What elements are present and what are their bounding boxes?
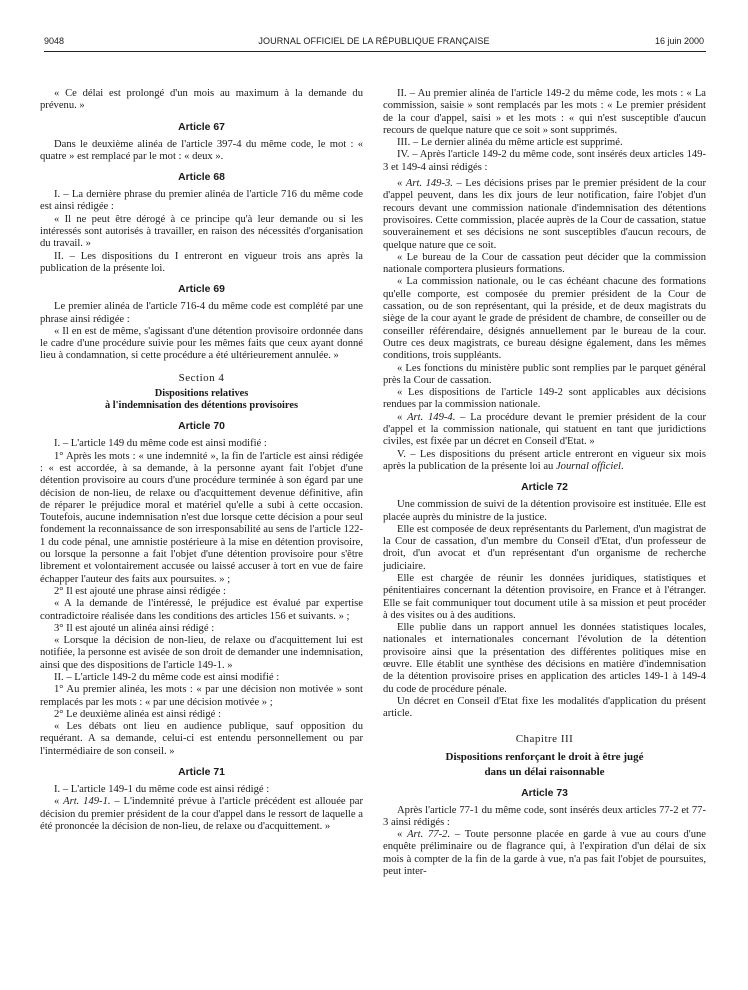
- paragraph: Elle publie dans un rapport annuel les données statistiques locales, nationales et internationales concernant l'évolution de la détention provisoire ainsi que la présentation des différentes politiques mise en œuvre. Elle établit une synthèse des décisions en matière d'indemnisation de la détention provisoire prises en application des articles 149-1 à 149-4 du code de procédure pénale.: [383, 622, 706, 695]
- chapter-heading: Chapitre III: [515, 732, 574, 745]
- paragraph-text: – L'indemnité prévue à l'article précédent est allouée par décision du premier président de la cour d'appel dans le ressort de laquelle a été prononcée la décision de non-lieu, de relaxe ou d'acquittement. »: [40, 796, 363, 832]
- paragraph: « Ce délai est prolongé d'un mois au maximum à la demande du prévenu. »: [40, 88, 363, 112]
- journal-reference: Journal officiel: [555, 460, 621, 472]
- chapter-subtitle: dans un délai raisonnable: [484, 765, 605, 778]
- paragraph: II. – Au premier alinéa de l'article 149-2 du même code, les mots : « La commission, saisie » sont remplacés par les mots : « Le premier président de la cour d'appel, saisi » et les mots : « qui n'est susceptible d'aucun recours de quelque nature que ce soit » sont supprimés.: [383, 88, 706, 136]
- publication-date: 16 juin 2000: [654, 36, 704, 46]
- article-heading: Article 70: [178, 421, 225, 433]
- paragraph: 2° Le deuxième alinéa est ainsi rédigé :: [54, 708, 221, 720]
- right-column: [383, 88, 706, 878]
- section-subtitle: à l'indemnisation des détentions provisoires: [104, 400, 299, 412]
- paragraph: 1° Au premier alinéa, les mots : « par une décision non motivée » sont remplacés par les mots : « par une décision motivée » ;: [40, 684, 363, 708]
- paragraph: [383, 449, 706, 474]
- paragraph: [40, 796, 363, 833]
- journal-title: JOURNAL OFFICIEL DE LA RÉPUBLIQUE FRANÇAISE: [258, 36, 490, 46]
- left-column: [40, 88, 363, 833]
- paragraph: « Les dispositions de l'article 149-2 sont applicables aux décisions rendues par la commission nationale.: [383, 387, 706, 411]
- paragraph-text: – Les décisions prises par le premier président de la cour d'appel peuvent, dans les dix jours de leur notification, faire l'objet d'un recours devant une commission nationale d'indemnisation des détentions provisoires. Cette commission, placée auprès de la Cour de cassation, statue souverainement et ses décisions ne sont susceptibles d'aucun recours, de quelque nature que ce soit.: [383, 178, 706, 251]
- paragraph: « Le bureau de la Cour de cassation peut décider que la commission nationale comportera plusieurs formations.: [383, 251, 706, 276]
- paragraph: « Il en est de même, s'agissant d'une détention provisoire ordonnée dans le cadre d'une procédure suivie pour les mêmes faits que ceux ayant donné lieu à condamnation, si cette procédure a été ultérieurement annulée. »: [40, 325, 363, 362]
- article-reference: Art. 149-3.: [405, 178, 453, 190]
- section-subtitle: Dispositions relatives: [154, 387, 249, 399]
- paragraph: [383, 178, 706, 252]
- paragraph: II. – Les dispositions du I entreront en vigueur trois ans après la publication de la présente loi.: [40, 250, 363, 274]
- quote-mark: «: [54, 796, 64, 808]
- paragraph: I. – L'article 149-1 du même code est ainsi rédigé :: [54, 784, 270, 796]
- paragraph-text: – Toute personne placée en garde à vue au cours d'une enquête préliminaire ou de flagrance qui, à l'expiration d'un délai de six mois à compter de la fin de la garde à vue, n'a pas fait l'objet de poursuites, peut inter-: [383, 829, 706, 878]
- paragraph: « Les fonctions du ministère public sont remplies par le parquet général près la Cour de cassation.: [383, 362, 706, 386]
- article-heading: Article 72: [521, 482, 568, 494]
- paragraph: « Il ne peut être dérogé à ce principe qu'à leur demande ou si les intéressés sont autorisés à travailler, en raison des nécessités d'organisation du travail. »: [40, 213, 363, 250]
- article-heading: Article 68: [178, 172, 225, 184]
- article-heading: Article 67: [178, 121, 225, 133]
- paragraph: « Lorsque la décision de non-lieu, de relaxe ou d'acquittement lui est notifiée, la personne est avisée de son droit de demander une indemnisation, ainsi que des dispositions de l'article 149-1. »: [40, 635, 363, 671]
- paragraph-text: – La procédure devant le premier président de la cour d'appel et la commission nationale, qui statuent en tant que juridictions civiles, est fixée par un décret en Conseil d'Etat. »: [383, 411, 706, 448]
- article-heading: Article 73: [521, 787, 568, 799]
- paragraph: « Les débats ont lieu en audience publique, sauf opposition du requérant. A sa demande, celui-ci est entendu personnellement ou par l'intermédiaire de son conseil. »: [40, 721, 363, 757]
- section-heading: Section 4: [178, 371, 225, 384]
- paragraph: I. – La dernière phrase du premier alinéa de l'article 716 du même code est ainsi rédigée :: [40, 189, 363, 213]
- chapter-subtitle: Dispositions renforçant le droit à être jugé: [445, 750, 644, 763]
- article-reference: Art. 149-4.: [407, 411, 456, 423]
- paragraph: IV. – Après l'article 149-2 du même code, sont insérés deux articles 149-3 et 149-4 ainsi rédigés :: [383, 149, 706, 173]
- article-heading: Article 69: [178, 284, 225, 296]
- paragraph: Dans le deuxième alinéa de l'article 397-4 du même code, le mot : « quatre » est remplacé par le mot : « deux ».: [40, 138, 363, 162]
- paragraph-text: V. – Les dispositions du présent article entreront en vigueur six mois après la publication de la présente loi au: [383, 448, 706, 472]
- paragraph: Elle est chargée de réunir les données juridiques, statistiques et pénitentiaires concernant la détention provisoire, en France et à l'étranger. Elle se fait communiquer tout document utile à sa mission et peut procéder à des visites ou à des auditions.: [383, 572, 706, 621]
- paragraph: Un décret en Conseil d'Etat fixe les modalités d'application du présent article.: [383, 695, 706, 720]
- paragraph: « La commission nationale, ou le cas échéant chacune des formations qu'elle comporte, est composée du premier président de la Cour de cassation, ou de son représentant, qui la préside, et de deux magistrats du siège de la cour ayant le grade de président de chambre, de conseiller ou de conseiller référendaire, désignés annuellement par le bureau de la cour. Outre ces deux magistrats, ce bureau désigne également, dans les mêmes conditions, trois suppléants.: [383, 276, 706, 362]
- article-reference: Art. 77-2.: [407, 829, 451, 841]
- quote-mark: «: [397, 829, 408, 841]
- paragraph: II. – L'article 149-2 du même code est ainsi modifié :: [54, 671, 280, 683]
- paragraph: Après l'article 77-1 du même code, sont insérés deux articles 77-2 et 77-3 ainsi rédigés :: [383, 804, 706, 828]
- article-reference: Art. 149-1.: [63, 796, 111, 808]
- paragraph: Une commission de suivi de la détention provisoire est instituée. Elle est placée auprès du ministre de la justice.: [383, 499, 706, 523]
- paragraph: Elle est composée de deux représentants du Parlement, d'un magistrat de la Cour de cassation, d'un membre du Conseil d'Etat, d'un professeur de droit, d'un avocat et d'un représentant d'un organisme de recherche judiciaire.: [383, 523, 706, 572]
- quote-mark: «: [397, 178, 406, 190]
- paragraph-end: .: [621, 460, 624, 472]
- paragraph: [383, 412, 706, 449]
- quote-mark: «: [397, 411, 408, 423]
- paragraph: I. – L'article 149 du même code est ainsi modifié :: [54, 438, 267, 450]
- paragraph: Le premier alinéa de l'article 716-4 du même code est complété par une phrase ainsi rédigée :: [40, 301, 363, 325]
- article-heading: Article 71: [178, 767, 225, 779]
- paragraph: [383, 829, 706, 878]
- paragraph: « A la demande de l'intéressé, le préjudice est évalué par expertise contradictoire réalisée dans les conditions des articles 156 et suivants. » ;: [40, 598, 363, 622]
- header-rule: [44, 51, 706, 52]
- paragraph: 3° Il est ajouté un alinéa ainsi rédigé :: [54, 622, 215, 634]
- page-header: [44, 36, 704, 50]
- paragraph: 2° Il est ajouté une phrase ainsi rédigée :: [54, 585, 226, 597]
- paragraph: III. – Le dernier alinéa du même article est supprimé.: [397, 137, 623, 149]
- page-number: 9048: [44, 36, 65, 46]
- paragraph: 1° Après les mots : « une indemnité », la fin de l'article est ainsi rédigée : « est accordée, à sa demande, à la personne ayant fait l'objet d'une détention provisoire au cours d'une procédure terminée à son égard par une décision de non-lieu, de relaxe ou d'acquittement devenue définitive, afin de réparer le préjudice moral et matériel qu'elle a subi à cette occasion. Toutefois, aucune indemnisation n'est due lorsque cette décision a pour seul fondement la reconnaissance de son irresponsabilité au sens de l'article 122-1 du code pénal, une amnistie postérieure à la mise en détention provisoire, ou lorsque la personne a fait l'objet d'une détention provisoire pour s'être librement et volontairement accusée ou laissé accuser à tort en vue de faire échapper l'auteur des faits aux poursuites. » ;: [40, 450, 363, 585]
